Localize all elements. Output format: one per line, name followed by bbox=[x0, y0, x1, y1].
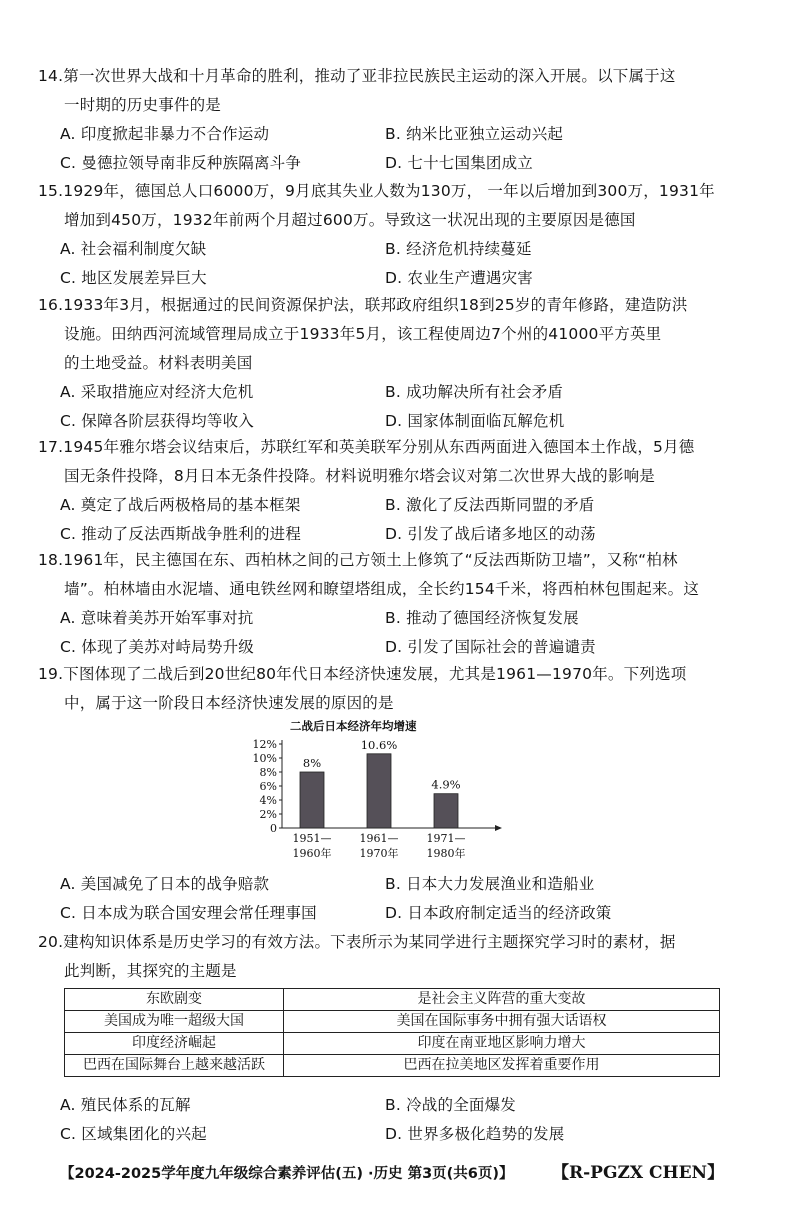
question-stem-line: 中，属于这一阶段日本经济快速发展的原因的是 bbox=[64, 694, 394, 712]
option-row bbox=[38, 1120, 738, 1149]
option-b[interactable]: B. 激化了反法西斯同盟的矛盾 bbox=[385, 496, 595, 514]
table-cell: 东欧剧变 bbox=[65, 989, 284, 1011]
option-b[interactable]: B. 成功解决所有社会矛盾 bbox=[385, 383, 564, 401]
chart-title: 二战后日本经济年均增速 bbox=[290, 719, 417, 733]
question-stem-line: 19.下图体现了二战后到20世纪80年代日本经济快速发展，尤其是1961—1970年。下列选项 bbox=[38, 665, 687, 683]
x-tick-label: 1960年 bbox=[292, 847, 332, 860]
footer-text: 【2024-2025学年度九年级综合素养评估(五) ·历史 第3页(共6页)】 bbox=[60, 1166, 514, 1182]
option-row bbox=[38, 264, 738, 293]
question-18 bbox=[38, 546, 738, 662]
question-stem-line: 15.1929年，德国总人口6000万，9月底其失业人数为130万， 一年以后增加到300万，1931年 bbox=[38, 182, 715, 200]
table-cell: 印度经济崛起 bbox=[65, 1033, 284, 1055]
option-a[interactable]: A. 采取措施应对经济大危机 bbox=[60, 383, 254, 401]
x-tick-label: 1970年 bbox=[359, 847, 399, 860]
option-c[interactable]: C. 地区发展差异巨大 bbox=[60, 269, 207, 287]
option-row bbox=[38, 633, 738, 662]
option-c[interactable]: C. 保障各阶层获得均等收入 bbox=[60, 412, 254, 430]
table-cell: 巴西在拉美地区发挥着重要作用 bbox=[284, 1055, 720, 1077]
x-tick-label: 1951— bbox=[292, 832, 332, 845]
question-number: 19. bbox=[38, 665, 64, 683]
table-cell: 印度在南亚地区影响力增大 bbox=[284, 1033, 720, 1055]
option-c[interactable]: C. 推动了反法西斯战争胜利的进程 bbox=[60, 525, 302, 543]
table-row bbox=[65, 989, 720, 1011]
table-cell: 是社会主义阵营的重大变故 bbox=[284, 989, 720, 1011]
question-stem-line: 14.第一次世界大战和十月革命的胜利，推动了亚非拉民族民主运动的深入开展。以下属于这 bbox=[38, 67, 676, 85]
option-a[interactable]: A. 殖民体系的瓦解 bbox=[60, 1096, 191, 1114]
option-a[interactable]: A. 社会福利制度欠缺 bbox=[60, 240, 207, 258]
y-tick-label: 4% bbox=[259, 794, 277, 807]
question-stem-line: 此判断，其探究的主题是 bbox=[64, 962, 237, 980]
option-row bbox=[38, 520, 738, 549]
question-19 bbox=[38, 660, 738, 718]
option-row bbox=[38, 120, 738, 149]
question-number: 14. bbox=[38, 67, 64, 85]
option-d[interactable]: D. 日本政府制定适当的经济政策 bbox=[385, 904, 612, 922]
bar-value-label: 8% bbox=[302, 756, 322, 770]
option-a[interactable]: A. 美国减免了日本的战争赔款 bbox=[60, 875, 270, 893]
option-d[interactable]: D. 七十七国集团成立 bbox=[385, 154, 533, 172]
table-row bbox=[65, 1055, 720, 1077]
option-row bbox=[38, 604, 738, 633]
question-14 bbox=[38, 62, 738, 178]
x-axis-arrow bbox=[495, 825, 502, 831]
y-tick-label: 0 bbox=[270, 822, 277, 835]
x-tick-label: 1980年 bbox=[426, 847, 466, 860]
option-c[interactable]: C. 曼德拉领导南非反种族隔离斗争 bbox=[60, 154, 302, 172]
option-a[interactable]: A. 印度掀起非暴力不合作运动 bbox=[60, 125, 270, 143]
option-a[interactable]: A. 奠定了战后两极格局的基本框架 bbox=[60, 496, 301, 514]
bar bbox=[434, 794, 458, 828]
option-a[interactable]: A. 意味着美苏开始军事对抗 bbox=[60, 609, 254, 627]
question-number: 17. bbox=[38, 438, 64, 456]
option-row bbox=[38, 149, 738, 178]
option-c[interactable]: C. 体现了美苏对峙局势升级 bbox=[60, 638, 254, 656]
x-tick-label: 1961— bbox=[359, 832, 399, 845]
option-b[interactable]: B. 推动了德国经济恢复发展 bbox=[385, 609, 579, 627]
table-row bbox=[65, 1033, 720, 1055]
question-stem-line: 增加到450万，1932年前两个月超过600万。导致这一状况出现的主要原因是德国 bbox=[64, 211, 636, 229]
footer-code: 【R-PGZX CHEN】 bbox=[552, 1163, 725, 1183]
bar-value-label: 10.6% bbox=[360, 737, 398, 752]
y-tick-label: 12% bbox=[252, 738, 277, 751]
japan-growth-bar-chart bbox=[248, 714, 512, 864]
option-row bbox=[38, 1091, 738, 1120]
table-cell: 美国成为唯一超级大国 bbox=[65, 1011, 284, 1033]
question-19-options bbox=[38, 870, 738, 928]
question-20 bbox=[38, 928, 738, 986]
question-20-options bbox=[38, 1091, 738, 1149]
table-row bbox=[65, 1011, 720, 1033]
question-stem-line: 一时期的历史事件的是 bbox=[64, 96, 222, 114]
option-row bbox=[38, 378, 738, 407]
option-c[interactable]: C. 日本成为联合国安理会常任理事国 bbox=[60, 904, 317, 922]
option-c[interactable]: C. 区域集团化的兴起 bbox=[60, 1125, 207, 1143]
option-d[interactable]: D. 引发了战后诸多地区的动荡 bbox=[385, 525, 596, 543]
x-tick-label: 1971— bbox=[426, 832, 466, 845]
option-row bbox=[38, 491, 738, 520]
option-b[interactable]: B. 冷战的全面爆发 bbox=[385, 1096, 516, 1114]
bar bbox=[300, 772, 324, 828]
option-b[interactable]: B. 日本大力发展渔业和造船业 bbox=[385, 875, 595, 893]
question-15 bbox=[38, 177, 738, 293]
question-stem-line: 18.1961年，民主德国在东、西柏林之间的己方领土上修筑了“反法西斯防卫墙”，又称“柏林 bbox=[38, 551, 678, 569]
page-footer bbox=[60, 1162, 725, 1183]
option-d[interactable]: D. 国家体制面临瓦解危机 bbox=[385, 412, 565, 430]
question-stem-line: 国无条件投降，8月日本无条件投降。材料说明雅尔塔会议对第二次世界大战的影响是 bbox=[64, 467, 655, 485]
bar-value-label: 4.9% bbox=[431, 777, 461, 792]
table-cell: 巴西在国际舞台上越来越活跃 bbox=[65, 1055, 284, 1077]
option-d[interactable]: D. 引发了国际社会的普遍谴责 bbox=[385, 638, 596, 656]
question-stem-line: 17.1945年雅尔塔会议结束后，苏联红军和英美联军分别从东西两面进入德国本土作战，5月德 bbox=[38, 438, 695, 456]
option-row bbox=[38, 235, 738, 264]
question-17 bbox=[38, 433, 738, 549]
question-stem-line: 墙”。柏林墙由水泥墙、通电铁丝网和瞭望塔组成，全长约154千米，将西柏林包围起来。这 bbox=[64, 580, 700, 598]
question-stem-line: 设施。田纳西河流域管理局成立于1933年5月，该工程使周边7个州的41000平方英里 bbox=[64, 325, 662, 343]
y-tick-label: 10% bbox=[252, 752, 277, 765]
option-d[interactable]: D. 世界多极化趋势的发展 bbox=[385, 1125, 565, 1143]
question-stem-line: 20.建构知识体系是历史学习的有效方法。下表所示为某同学进行主题探究学习时的素材，据 bbox=[38, 933, 676, 951]
question-stem-line: 16.1933年3月，根据通过的民间资源保护法，联邦政府组织18到25岁的青年修路，建造防洪 bbox=[38, 296, 688, 314]
bar bbox=[367, 754, 391, 828]
option-b[interactable]: B. 纳米比亚独立运动兴起 bbox=[385, 125, 564, 143]
option-d[interactable]: D. 农业生产遭遇灾害 bbox=[385, 269, 533, 287]
question-number: 18. bbox=[38, 551, 64, 569]
question-stem-line: 的土地受益。材料表明美国 bbox=[64, 354, 253, 372]
table-cell: 美国在国际事务中拥有强大话语权 bbox=[284, 1011, 720, 1033]
question-number: 20. bbox=[38, 933, 64, 951]
option-row bbox=[38, 870, 738, 899]
option-row bbox=[38, 899, 738, 928]
option-row bbox=[38, 407, 738, 436]
y-tick-label: 6% bbox=[259, 780, 277, 793]
y-tick-label: 2% bbox=[259, 808, 277, 821]
y-tick-label: 8% bbox=[259, 766, 277, 779]
question-16 bbox=[38, 291, 738, 436]
question-number: 15. bbox=[38, 182, 64, 200]
option-b[interactable]: B. 经济危机持续蔓延 bbox=[385, 240, 532, 258]
theme-material-table bbox=[64, 988, 720, 1077]
question-number: 16. bbox=[38, 296, 64, 314]
